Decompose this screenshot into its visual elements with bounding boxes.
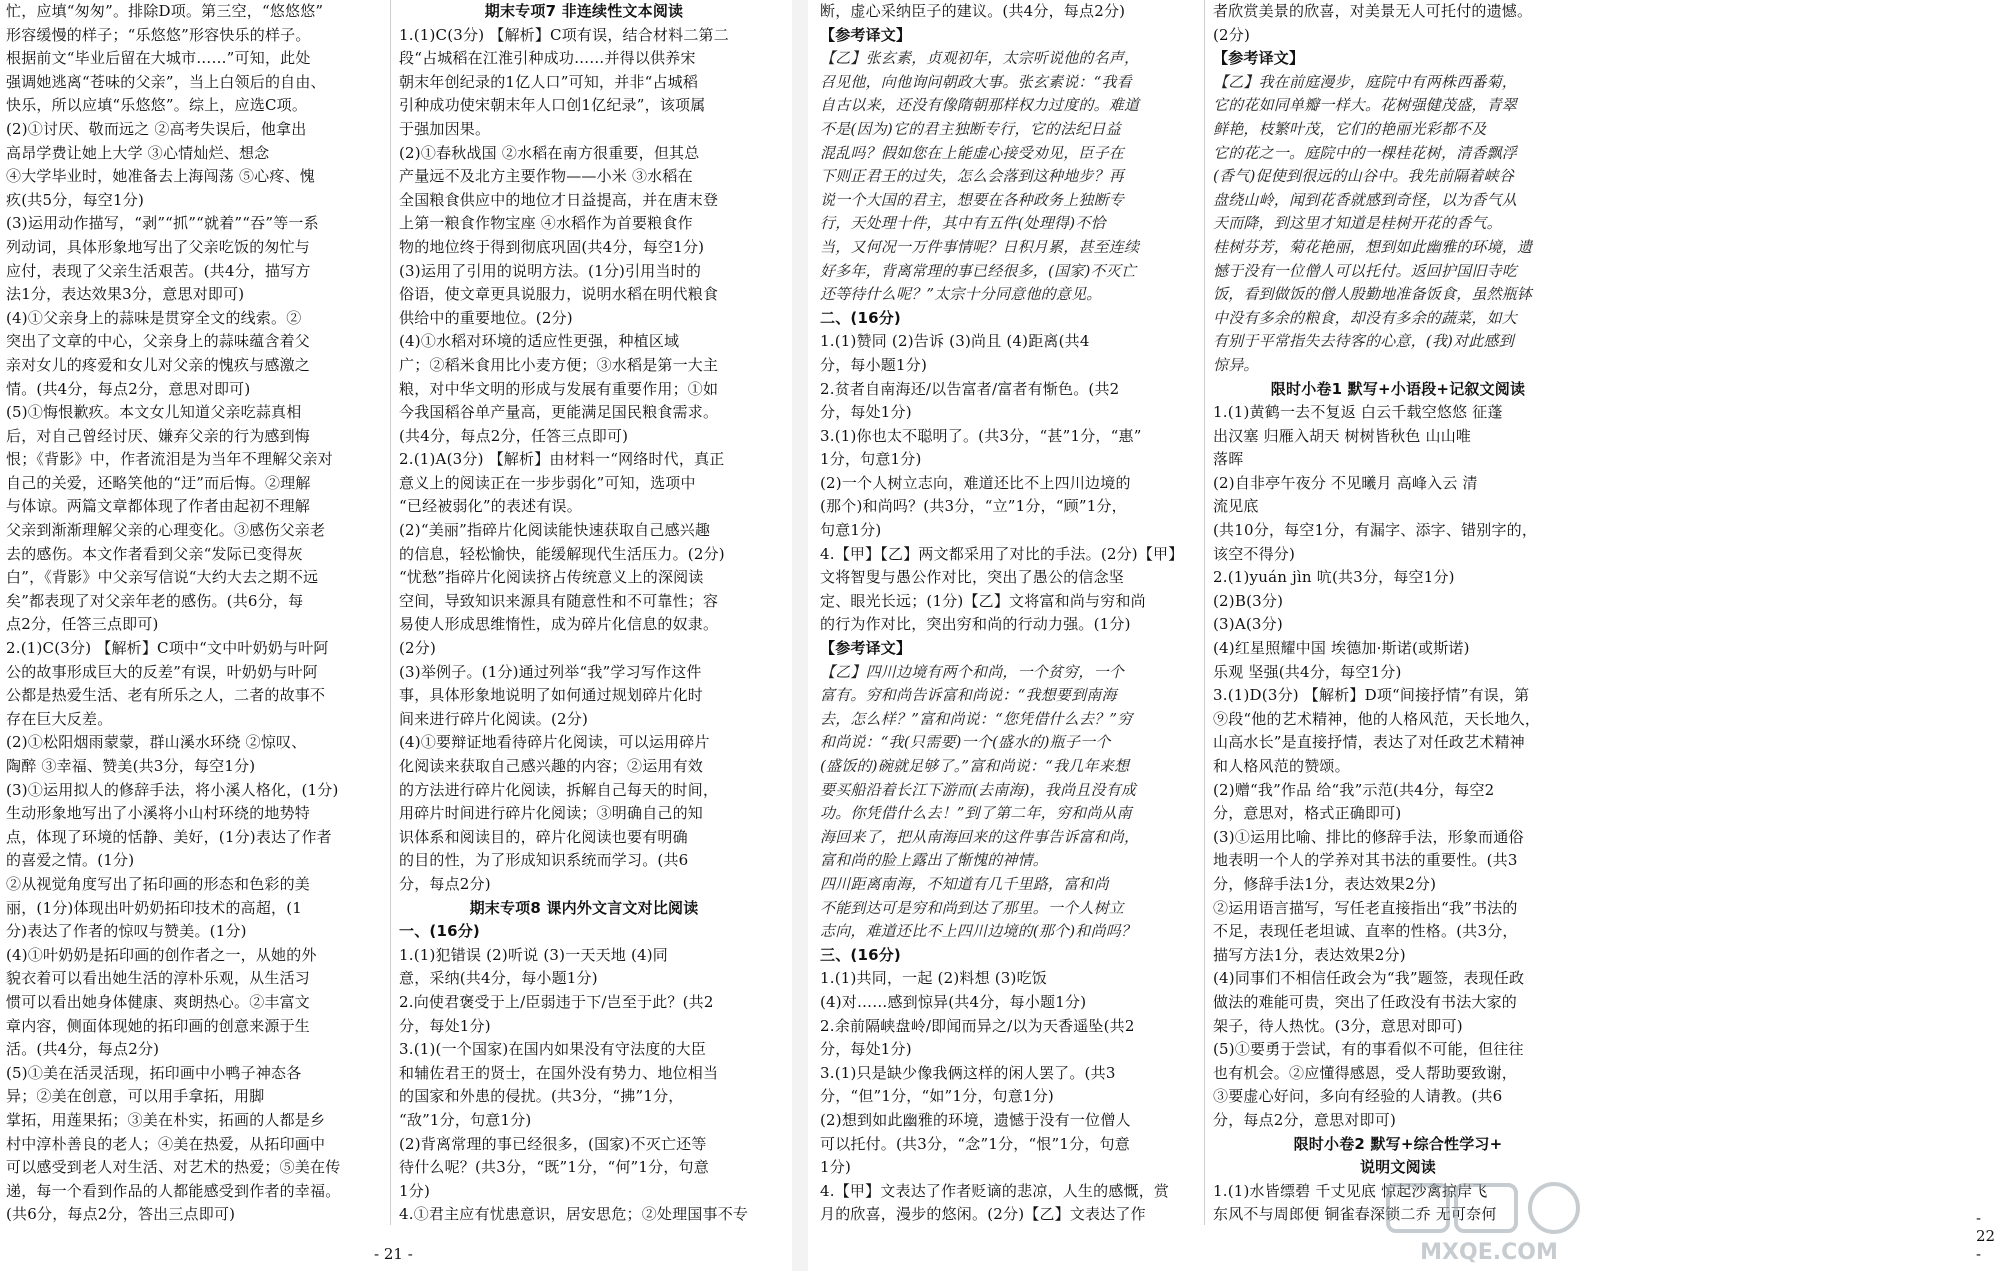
text-line: 【乙】我在前庭漫步，庭院中有两株西番菊， (1213, 72, 1518, 91)
text-line: (5)①要勇于尝试，有的事看似不可能，但往往 (1213, 1040, 1524, 1059)
text-line: (盛饭的)碗就足够了。”富和尚说：“我几年来想 (820, 757, 1130, 775)
text-line: 文将智叟与愚公作对比，突出了愚公的信念坚 (820, 568, 1125, 587)
text-line: 者欣赏美景的欣喜，对美景无人可托付的遗憾。 (1213, 2, 1533, 20)
text-line: 3.(1)D(3分) 【解析】D项“间接抒情”有误，第 (1213, 686, 1530, 705)
text-line: 1.(1)水皆缥碧 千丈见底 惊起沙禽掠岸飞 (1213, 1181, 1488, 1200)
text-line: 架子，待人热忱。(3分，意思对即可) (1213, 1016, 1463, 1035)
text-line: 4.【甲】【乙】两文都采用了对比的手法。(2分)【甲】 (820, 544, 1184, 563)
text-line: (5)①美在活灵活现，拓印画中小鸭子神态各 (6, 1063, 302, 1082)
text-line: 它的花之一。庭院中的一棵桂花树，清香飘浮 (1213, 143, 1518, 162)
text-line: 自己的关爱，还略笑他的“迂”而后悔。②理解 (6, 473, 311, 492)
text-line: 意义上的阅读正在一步步弱化”可知，选项中 (399, 473, 696, 492)
subsection-label: 【参考译文】 (820, 25, 912, 44)
text-line: 公的故事形成巨大的反差”有误，叶奶奶与叶阿 (6, 662, 318, 681)
text-line: 供给中的重要地位。(2分) (399, 308, 573, 327)
text-line: 流见底 (1213, 497, 1259, 516)
text-line: (2)①松阳烟雨蒙蒙，群山溪水环绕 ②惊叹、 (6, 733, 307, 752)
text-line: (5)①悔恨歉疚。本文女儿知道父亲吃蒜真相 (6, 403, 302, 422)
text-line: 与体谅。两篇文章都体现了作者由起初不理解 (6, 497, 311, 516)
column-1 (6, 0, 381, 1225)
text-line: (2)①讨厌、敬而远之 ②高考失误后，他拿出 (6, 119, 307, 138)
text-line: (4)①水稻对环境的适应性更强，种植区域 (399, 332, 680, 351)
text-line: 句意1分) (820, 521, 882, 540)
text-line: (4)对……感到惊异(共4分，每小题1分) (820, 992, 1087, 1011)
text-line: 法1分，表达效果3分，意思对即可) (6, 285, 245, 304)
text-line: 的行为作对比，突出穷和尚的行动力强。(1分) (820, 615, 1131, 634)
text-line: 异；②美在创意，可以用手拿拓，用脚 (6, 1087, 265, 1106)
text-line: 1分) (399, 1181, 430, 1200)
text-line: 也有机会。②应懂得感恩，受人帮助要致谢， (1213, 1063, 1518, 1082)
text-line: (2分) (1213, 25, 1251, 44)
text-line: 不是(因为)它的君主独断专行，它的法纪日益 (820, 119, 1121, 138)
text-line: (4)①叶奶奶是拓印画的创作者之一，从她的外 (6, 945, 317, 964)
text-line: 分，“但”1分，“如”1分，句意1分) (820, 1087, 1054, 1106)
text-line: 该空不得分) (1213, 544, 1296, 563)
text-line: 做法的难能可贵，突出了任政没有书法大家的 (1213, 992, 1518, 1011)
text-line: (3)A(3分) (1213, 615, 1283, 634)
text-line: 递，每一个看到作品的人都能感受到作者的幸福。 (6, 1181, 341, 1200)
text-line: (2)赠“我”作品 给“我”示范(共4分，每空2 (1213, 780, 1495, 799)
text-line: 广；②稻米食用比小麦方便；③水稻是第一大主 (399, 355, 719, 374)
text-line: 高昂学费让她上大学 ③心情灿烂、想念 (6, 143, 270, 162)
text-line: 可以托付。(共3分，“念”1分，“恨”1分，句意 (820, 1134, 1130, 1153)
section-heading: 限时小卷1 默写+小语段+记叙文阅读 (1270, 379, 1526, 398)
text-line: 1.(1)赞同 (2)告诉 (3)尚且 (4)距离(共4 (820, 332, 1090, 351)
text-line: 形容缓慢的样子；“乐悠悠”形容快乐的样子。 (6, 25, 311, 44)
text-line: 分，每处1分) (399, 1016, 491, 1035)
text-line: 突出了文章的中心，父亲身上的蒜味蕴含着父 (6, 332, 311, 351)
section-heading: 期末专项7 非连续性文本阅读 (484, 2, 684, 20)
text-line: 下则正君王的过失，怎么会落到这种地步？再 (820, 167, 1125, 186)
text-line: (2)①春秋战国 ②水稻在南方很重要，但其总 (399, 143, 700, 162)
text-line: (共6分，每点2分，答出三点即可) (6, 1205, 236, 1224)
text-line: 2.(1)yuán jìn 吭(共3分，每空1分) (1213, 568, 1455, 587)
text-line: 待什么呢？(共3分，“既”1分，“何”1分，句意 (399, 1158, 709, 1177)
text-line: (4)同事们不相信任政会为“我”题签，表现任政 (1213, 969, 1525, 988)
text-line: 富和尚的脸上露出了惭愧的神情。 (820, 851, 1049, 870)
text-line: 定、眼光长远；(1分)【乙】文将富和尚与穷和尚 (820, 591, 1146, 610)
text-line: 存在巨大反差。 (6, 709, 113, 728)
section-heading: 限时小卷2 默写+综合性学习+ (1293, 1134, 1503, 1153)
text-line: 2.(1)A(3分) 【解析】由材料一“网络时代，真正 (399, 450, 725, 469)
text-line: 还等待什么呢？”太宗十分同意他的意见。 (820, 285, 1102, 304)
text-line: (那个)和尚吗？(共3分，“立”1分，“顾”1分， (820, 497, 1127, 516)
text-line: 亲对女儿的疼爱和女儿对父亲的愧疚与感激之 (6, 355, 311, 374)
watermark-logo (1384, 1181, 1594, 1267)
text-line: (2)B(3分) (1213, 591, 1284, 610)
text-line: 间来进行碎片化阅读。(2分) (399, 709, 589, 728)
text-line: 生动形象地写出了小溪将小山村环绕的地势特 (6, 804, 311, 823)
text-line: ④大学毕业时，她准备去上海闯荡 ⑤心疼、愧 (6, 167, 315, 186)
text-line: 分，修辞手法1分，表达效果2分) (1213, 874, 1437, 893)
column-2 (390, 0, 769, 1225)
text-line: 自古以来，还没有像隋朝那样权力过度的。难道 (820, 96, 1140, 115)
text-line: (2)“美丽”指碎片化阅读能快速获取自己感兴趣 (399, 521, 711, 540)
text-line: 3.(1)你也太不聪明了。(共3分，“甚”1分，“惠” (820, 426, 1142, 445)
text-line: 父亲到渐渐理解父亲的心理变化。③感伤父亲老 (6, 521, 326, 540)
text-line: 乐观 坚强(共4分，每空1分) (1213, 662, 1402, 681)
section-heading: 期末专项8 课内外文言文对比阅读 (469, 898, 699, 917)
text-line: 村中淳朴善良的老人；④美在热爱，从拓印画中 (6, 1134, 326, 1153)
text-line: 的喜爱之情。(1分) (6, 851, 135, 870)
text-line: 断，虚心采纳臣子的建议。(共4分，每点2分) (820, 2, 1126, 20)
text-line: 要买船沿着长江下游而(去南海)，我尚且没有成 (820, 780, 1137, 799)
text-line: 强调她逃离“苍味的父亲”，当上白领后的自由、 (6, 72, 326, 91)
text-line: 行，天处理十件，其中有五件(处理得)不恰 (820, 214, 1106, 233)
column-3 (820, 0, 1195, 1225)
text-line: 山高水长”是直接抒情，表达了对任政艺术精神 (1213, 733, 1525, 752)
text-line: 落晖 (1213, 450, 1244, 469)
text-line: 陶醉 ③幸福、赞美(共3分，每空1分) (6, 757, 256, 775)
text-line: 去的感伤。本文作者看到父亲“发际已变得灰 (6, 544, 303, 563)
text-line: 憾于没有一位僧人可以托付。返回护国旧寺吃 (1213, 261, 1518, 280)
text-line: 盘绕山岭，闻到花香就感到奇怪，以为香气从 (1213, 190, 1518, 209)
text-line: 饭，看到做饭的僧人殷勤地准备饭食，虽然瓶钵 (1213, 285, 1533, 304)
subsection-label: 二、(16分) (820, 308, 901, 327)
text-line: 分，意思对，格式正确即可) (1213, 804, 1402, 823)
text-line: (4)①要辩证地看待碎片化阅读，可以运用碎片 (399, 733, 710, 752)
text-line: 公都是热爱生活、老有所乐之人，二者的故事不 (6, 686, 326, 705)
text-line: 后，对自己曾经讨厌、嫌弃父亲的行为感到悔 (6, 426, 311, 445)
text-line: 描写方法1分，表达效果2分) (1213, 945, 1406, 964)
text-line: 可以感受到老人对生活、对艺术的热爱；⑤美在传 (6, 1158, 341, 1177)
text-line: 情。(共4分，每点2分，意思对即可) (6, 379, 251, 398)
text-line: 章内容，侧面体现她的拓印画的创意来源于生 (6, 1016, 311, 1035)
text-line: “敌”1分，句意1分) (399, 1110, 532, 1129)
text-line: 和尚说：“我(只需要)一个(盛水的)瓶子一个 (820, 733, 1111, 752)
text-line: 活。(共4分，每点2分) (6, 1040, 160, 1059)
text-line: 1分) (820, 1158, 851, 1177)
text-line: 快乐，所以应填“乐悠悠”。综上，应选C项。 (6, 96, 308, 115)
page-21 (0, 0, 792, 1271)
text-line: (3)举例子。(1分)通过列举“我”学习写作这件 (399, 662, 702, 681)
text-line: 1.(1)C(3分) 【解析】C项有误，结合材料二第二 (399, 25, 729, 44)
text-line: 东风不与周郎便 铜雀春深锁二乔 无可奈何 (1213, 1205, 1497, 1224)
text-line: 鲜艳，枝繁叶茂，它们的艳丽光彩都不及 (1213, 119, 1487, 138)
text-line: 天而降，到这里才知道是桂树开花的香气。 (1213, 214, 1502, 233)
text-line: 3.(1)(一个国家)在国内如果没有守法度的大臣 (399, 1040, 707, 1059)
subsection-label: 三、(16分) (820, 945, 901, 964)
text-line: 1.(1)犯错误 (2)听说 (3)一天天地 (4)同 (399, 945, 669, 964)
text-line: (2)自非亭午夜分 不见曦月 高峰入云 清 (1213, 473, 1478, 492)
page-gutter (792, 0, 808, 1271)
text-line: 2.贫者自南海还/以告富者/富者有惭色。(共2 (820, 379, 1120, 398)
text-line: 1分，句意1分) (820, 450, 922, 469)
text-line: 功。你凭借什么去！”到了第二年，穷和尚从南 (820, 804, 1132, 823)
text-line: 好多年，背离常理的事已经很多，(国家)不灭亡 (820, 261, 1137, 280)
text-line: (2)一个人树立志向，难道还比不上四川边境的 (820, 473, 1131, 492)
text-line: 2.(1)C(3分) 【解析】C项中“文中叶奶奶与叶阿 (6, 639, 329, 658)
subsection-label: 一、(16分) (399, 922, 480, 941)
svg-text:MXQE.COM: MXQE.COM (1420, 1240, 1558, 1265)
text-line: 分，每点2分) (399, 874, 491, 893)
text-line: (4)①父亲身上的蒜味是贯穿全文的线索。② (6, 308, 302, 327)
text-line: (2)背离常理的事已经很多，(国家)不灭亡还等 (399, 1134, 707, 1153)
page-number-21: - 21 - (374, 1245, 413, 1263)
text-line: 丽，(1分)体现出叶奶奶拓印技术的高超，(1 (6, 898, 303, 917)
text-line: 的国家和外患的侵扰。(共3分，“拂”1分， (399, 1087, 684, 1106)
text-line: ⑨段“他的艺术精神，他的人格风范，天长地久， (1213, 709, 1541, 728)
text-line: 掌拓，用莲果拓；③美在朴实，拓画的人都是乡 (6, 1110, 326, 1129)
text-line: 分)表达了作者的惊叹与赞美。(1分) (6, 922, 247, 941)
text-line: 朝末年创纪录的1亿人口”可知，并非“占城稻 (399, 72, 699, 91)
text-line: (3)运用了引用的说明方法。(1分)引用当时的 (399, 261, 702, 280)
text-line: 4.①君主应有忧患意识，居安思危；②处理国事不专 (399, 1205, 749, 1224)
text-line: 【乙】张玄素，贞观初年，太宗听说他的名声， (820, 49, 1140, 68)
text-line: 和人格风范的赞颂。 (1213, 757, 1350, 775)
text-line: 志向，难道还比不上四川边境的(那个)和尚吗？ (820, 922, 1137, 941)
text-line: 全国粮食供应中的地位才日益提高，并在唐末登 (399, 190, 719, 209)
text-line: 识体系和阅读目的，碎片化阅读也要有明确 (399, 827, 688, 846)
text-line: (2分) (399, 639, 437, 658)
text-line: 和辅佐君王的贤士，在国外没有势力、地位相当 (399, 1063, 719, 1082)
text-line: 【乙】四川边境有两个和尚，一个贫穷，一个 (820, 662, 1125, 681)
text-line: 引种成功使宋朝末年人口创1亿纪录”，该项属 (399, 96, 706, 115)
text-line: 惯可以看出她身体健康、爽朗热心。②丰富文 (6, 992, 311, 1011)
text-line: 四川距离南海，不知道有几千里路，富和尚 (820, 874, 1109, 893)
text-line: 有别于平常指失去待客的心意，(我)对此感到 (1213, 332, 1514, 351)
text-line: 分，每点2分，意思对即可) (1213, 1110, 1396, 1129)
text-line: 事，具体形象地说明了如何通过规划碎片化时 (399, 686, 704, 705)
text-line: 混乱吗？假如您在上能虚心接受劝见，臣子在 (820, 143, 1125, 162)
text-line: 2.余前隔峡盘岭/即闻而异之/以为天香遥坠(共2 (820, 1016, 1135, 1035)
text-line: 点，体现了环境的恬静、美好，(1分)表达了作者 (6, 827, 332, 846)
text-line: 的目的性，为了形成知识系统而学习。(共6 (399, 851, 689, 870)
text-line: 物的地位终于得到彻底巩固(共4分，每空1分) (399, 237, 705, 256)
text-line: 矣”都表现了对父亲年老的感伤。(共6分，每 (6, 591, 304, 610)
text-line: 的方法进行碎片化阅读，拆解自己每天的时间， (399, 780, 719, 799)
text-line: 分，每处1分) (820, 1040, 912, 1059)
text-line: 地表明一个人的学养对其书法的重要性。(共3 (1213, 851, 1518, 870)
text-line: 忙，应填“匆匆”。排除D项。第三空，“悠悠悠” (6, 2, 324, 20)
subsection-label: 【参考译文】 (1213, 49, 1305, 68)
text-line: 不能到达可是穷和尚到达了那里。一个人树立 (820, 898, 1125, 917)
text-line: 中没有多余的粮食，却没有多余的蔬菜，如大 (1213, 308, 1518, 327)
section-heading: 说明文阅读 (1359, 1158, 1436, 1177)
text-line: 的信息，轻松愉快，能缓解现代生活压力。(2分) (399, 544, 725, 563)
text-line: (3)①运用拟人的修辞手法，将小溪人格化，(1分) (6, 780, 339, 799)
text-line: “已经被弱化”的表述有误。 (399, 497, 582, 516)
page-number-22: - 22 - (1976, 1209, 1995, 1263)
text-line: 富有。穷和尚告诉富和尚说：“我想要到南海 (820, 686, 1117, 705)
text-line: (香气)促使到很远的山谷中。我先前隔着峡谷 (1213, 167, 1514, 186)
column-4 (1204, 0, 1583, 1225)
text-line: 说一个大国的君主，想要在各种政务上独断专 (820, 190, 1125, 209)
text-line: 出汉塞 归雁入胡天 树树皆秋色 山山唯 (1213, 426, 1472, 445)
text-line: 粮，对中华文明的形成与发展有重要作用；①如 (399, 379, 719, 398)
text-line: 易使人形成思维惰性，成为碎片化信息的奴隶。 (399, 615, 719, 634)
text-line: “忧愁”指碎片化阅读挤占传统意义上的深阅读 (399, 568, 704, 587)
text-line: (4)红星照耀中国 埃德加·斯诺(或斯诺) (1213, 639, 1470, 658)
text-line: 去，怎么样？”富和尚说：“您凭借什么去？”穷 (820, 709, 1133, 728)
text-line: 不足，表现任老坦诚、直率的性格。(共3分， (1213, 922, 1518, 941)
text-line: 海回来了，把从南海回来的这件事告诉富和尚， (820, 827, 1140, 846)
text-line: 列动词，具体形象地写出了父亲吃饭的匆忙与 (6, 237, 311, 256)
text-line: 产量远不及北方主要作物——小米 ③水稻在 (399, 167, 693, 186)
text-line: 貌衣着可以看出她生活的淳朴乐观，从生活习 (6, 969, 311, 988)
text-line: (2)想到如此幽雅的环境，遗憾于没有一位僧人 (820, 1110, 1131, 1129)
text-line: ②从视觉角度写出了拓印画的形态和色彩的美 (6, 874, 311, 893)
text-line: 白”，《背影》中父亲写信说“大约大去之期不远 (6, 568, 319, 587)
text-line: 上第一粮食作物宝座 ④水稻作为首要粮食作 (399, 214, 693, 233)
text-line: 1.(1)共同，一起 (2)料想 (3)吃饭 (820, 969, 1047, 988)
text-line: 疚(共5分，每空1分) (6, 190, 144, 209)
text-line: 今我国稻谷单产量高，更能满足国民粮食需求。 (399, 403, 719, 422)
text-line: (3)运用动作描写，“剥”“抓”“就着”“吞”等一系 (6, 214, 319, 233)
text-line: 化阅读来获取自己感兴趣的内容；②运用有效 (399, 757, 704, 775)
text-line: 1.(1)黄鹤一去不复返 白云千载空悠悠 征蓬 (1213, 403, 1503, 422)
text-line: 应付，表现了父亲生活艰苦。(共4分，描写方 (6, 261, 311, 280)
text-line: 段“占城稻在江淮引种成功……并得以供养宋 (399, 49, 696, 68)
text-line: (共4分，每点2分，任答三点即可) (399, 426, 629, 445)
text-line: (共10分，每空1分，有漏字、添字、错别字的， (1213, 521, 1538, 540)
watermark-logo-icon (1384, 1181, 1594, 1267)
text-line: 4.【甲】文表达了作者贬谪的悲凉，人生的感慨，赏 (820, 1181, 1170, 1200)
text-line: 分，每小题1分) (820, 355, 927, 374)
text-line: 用碎片时间进行碎片化阅读；③明确自己的知 (399, 804, 704, 823)
text-line: 俗语，使文章更具说服力，说明水稻在明代粮食 (399, 285, 719, 304)
text-line: 召见他，向他询问朝政大事。张玄素说：“我看 (820, 72, 1132, 91)
text-line: 空间，导致知识来源具有随意性和不可靠性；容 (399, 591, 719, 610)
text-line: 意，采纳(共4分，每小题1分) (399, 969, 598, 988)
text-line: 惊异。 (1213, 355, 1259, 374)
text-line: 恨；《背影》中，作者流泪是为当年不理解父亲对 (6, 450, 333, 469)
text-line: 于强加因果。 (399, 119, 491, 138)
text-line: 它的花如同单瓣一样大。花树强健茂盛，青翠 (1213, 96, 1518, 115)
subsection-label: 【参考译文】 (820, 639, 912, 658)
text-line: (3)①运用比喻、排比的修辞手法，形象而通俗 (1213, 827, 1524, 846)
text-line: 当，又何况一万件事情呢？日积月累，甚至连续 (820, 237, 1140, 256)
text-line: 点2分，任答三点即可) (6, 615, 159, 634)
page-22 (808, 0, 1995, 1271)
text-line: 2.向使君褒受于上/臣弱违于下/岂至于此？(共2 (399, 992, 714, 1011)
text-line: 桂树芬芳，菊花艳丽，想到如此幽雅的环境，遗 (1213, 237, 1533, 256)
text-line: ②运用语言描写，写任老直接指出“我”书法的 (1213, 898, 1518, 917)
text-line: 分，每处1分) (820, 403, 912, 422)
text-line: 3.(1)只是缺少像我俩这样的闲人罢了。(共3 (820, 1063, 1116, 1082)
text-line: 月的欣喜，漫步的悠闲。(2分)【乙】文表达了作 (820, 1205, 1146, 1224)
text-line: ③要虚心好问，多向有经验的人请教。(共6 (1213, 1087, 1503, 1106)
text-line: 根据前文“毕业后留在大城市……”可知，此处 (6, 49, 311, 68)
